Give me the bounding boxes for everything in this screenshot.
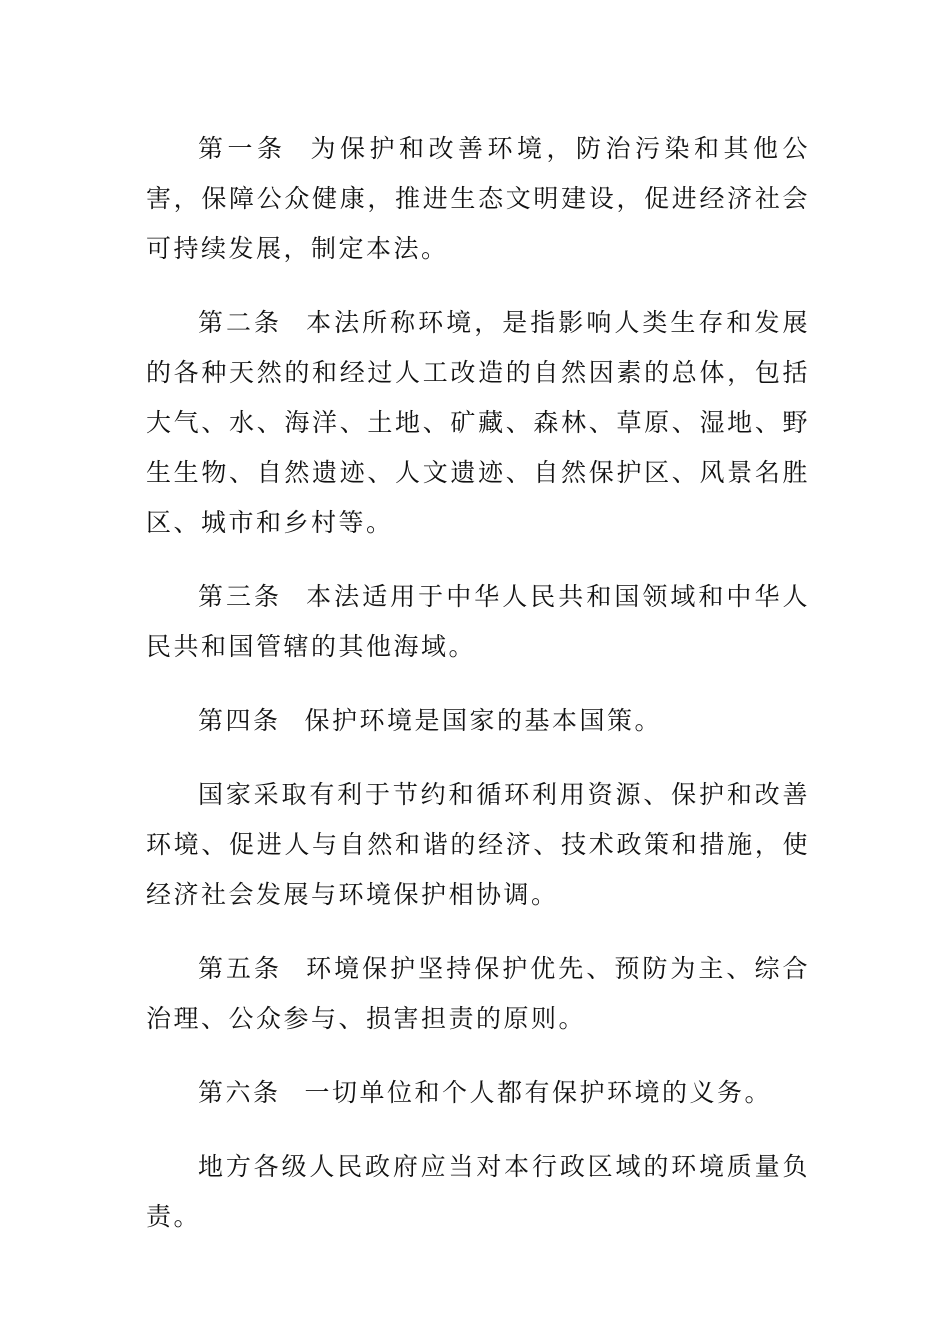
article-text: 国家采取有利于节约和循环利用资源、保护和改善环境、促进人与自然和谐的经济、技术政策和措施，使经济社会发展与环境保护相协调。 — [146, 780, 810, 909]
article-number: 第四条 — [198, 706, 281, 735]
paragraph-article-4 — [146, 696, 810, 746]
paragraph-article-2 — [146, 298, 810, 548]
article-text: 本法所称环境，是指影响人类生存和发展的各种天然的和经过人工改造的自然因素的总体，包括大气、水、海洋、土地、矿藏、森林、草原、湿地、野生生物、自然遗迹、人文遗迹、自然保护区、风景名胜区、城市和乡村等。 — [146, 308, 810, 537]
article-number: 第六条 — [198, 1078, 281, 1107]
article-text: 环境保护坚持保护优先、预防为主、综合治理、公众参与、损害担责的原则。 — [146, 954, 810, 1033]
article-text: 本法适用于中华人民共和国领域和中华人民共和国管辖的其他海域。 — [146, 582, 810, 661]
article-text: 为保护和改善环境，防治污染和其他公害，保障公众健康，推进生态文明建设，促进经济社会可持续发展，制定本法。 — [146, 134, 810, 263]
article-text: 保护环境是国家的基本国策。 — [304, 706, 663, 735]
document-body — [146, 124, 810, 1266]
article-text: 一切单位和个人都有保护环境的义务。 — [304, 1078, 773, 1107]
paragraph-article-4-clause-2 — [146, 770, 810, 920]
paragraph-article-3 — [146, 572, 810, 672]
paragraph-article-6-clause-2 — [146, 1142, 810, 1242]
article-number: 第二条 — [198, 308, 283, 337]
article-number: 第五条 — [198, 954, 283, 983]
article-number: 第一条 — [198, 134, 287, 163]
paragraph-article-1 — [146, 124, 810, 274]
paragraph-article-5 — [146, 944, 810, 1044]
article-text: 地方各级人民政府应当对本行政区域的环境质量负责。 — [146, 1152, 810, 1231]
paragraph-article-6 — [146, 1068, 810, 1118]
article-number: 第三条 — [198, 582, 283, 611]
